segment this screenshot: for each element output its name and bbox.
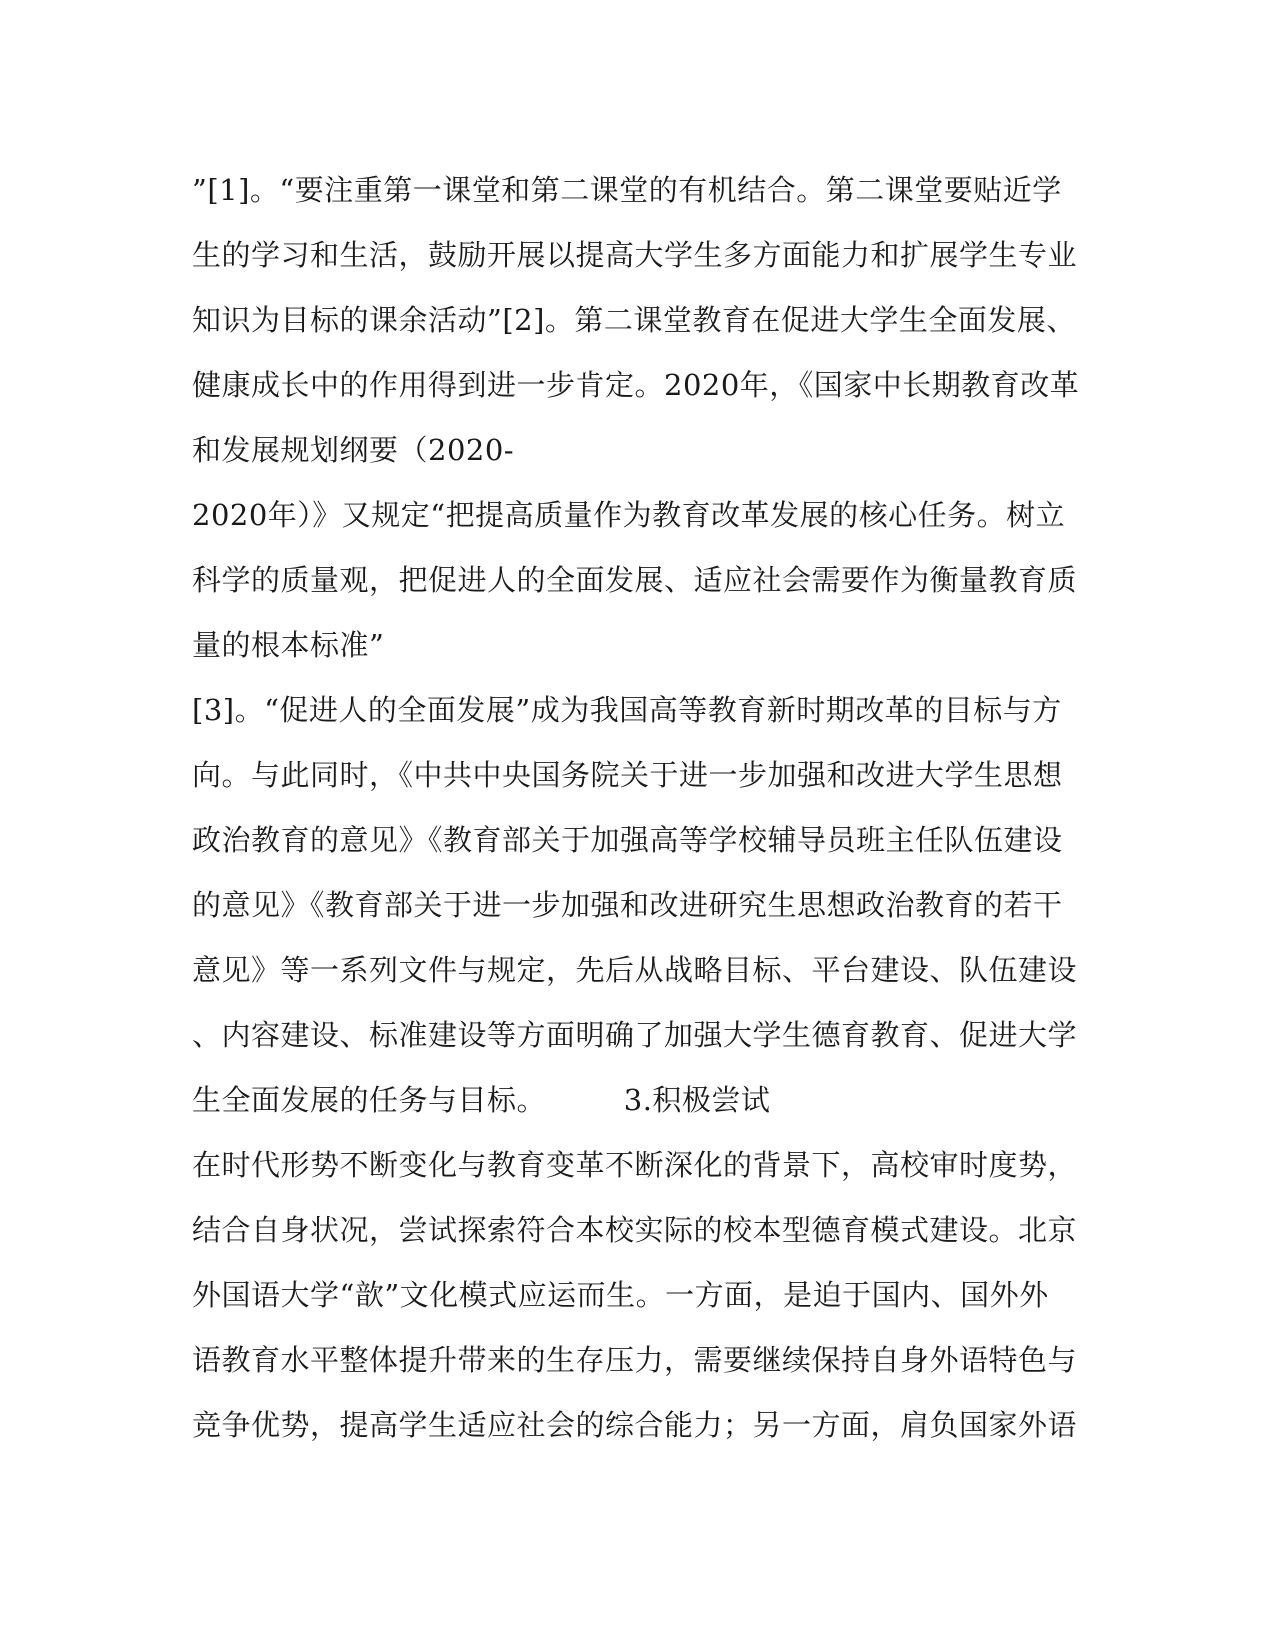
text-line: 、内容建设、标准建设等方面明确了加强大学生德育教育、促进大学 <box>192 1018 1078 1052</box>
text-line: 的意见》《教育部关于进一步加强和改进研究生思想政治教育的若干 <box>192 888 1063 922</box>
text-line: 政治教育的意见》《教育部关于加强高等学校辅导员班主任队伍建设 <box>192 823 1063 857</box>
text-line: 竞争优势，提高学生适应社会的综合能力；另一方面，肩负国家外语 <box>192 1408 1078 1442</box>
text-line: 结合自身状况，尝试探索符合本校实际的校本型德育模式建设。北京 <box>192 1213 1078 1247</box>
text-line: 和发展规划纲要（2020- <box>192 433 515 467</box>
text-line: 2020年）》又规定“把提高质量作为教育改革发展的核心任务。树立 <box>192 498 1066 532</box>
text-line: 量的根本标准” <box>192 628 385 662</box>
text-line: 健康成长中的作用得到进一步肯定。2020年，《国家中长期教育改革 <box>192 368 1080 402</box>
body-text <box>192 158 1092 1458</box>
text-line: 外国语大学“歆”文化模式应运而生。一方面，是迫于国内、国外外 <box>192 1278 1049 1312</box>
text-line: [3]。“促进人的全面发展”成为我国高等教育新时期改革的目标与方 <box>192 693 1062 727</box>
text-line: 科学的质量观，把促进人的全面发展、适应社会需要作为衡量教育质 <box>192 563 1078 597</box>
text-line: 意见》等一系列文件与规定，先后从战略目标、平台建设、队伍建设 <box>192 953 1078 987</box>
text-line: 知识为目标的课余活动”[2]。第二课堂教育在促进大学生全面发展、 <box>192 303 1076 337</box>
text-line: 生的学习和生活，鼓励开展以提高大学生多方面能力和扩展学生专业 <box>192 238 1078 272</box>
text-line: 在时代形势不断变化与教育变革不断深化的背景下，高校审时度势， <box>192 1148 1078 1182</box>
text-line: ”[1]。“要注重第一课堂和第二课堂的有机结合。第二课堂要贴近学 <box>192 173 1062 207</box>
text-line: 语教育水平整体提升带来的生存压力，需要继续保持自身外语特色与 <box>192 1343 1078 1377</box>
text-line: 向。与此同时，《中共中央国务院关于进一步加强和改进大学生思想 <box>192 758 1063 792</box>
text-line: 生全面发展的任务与目标。 3.积极尝试 <box>192 1083 771 1117</box>
